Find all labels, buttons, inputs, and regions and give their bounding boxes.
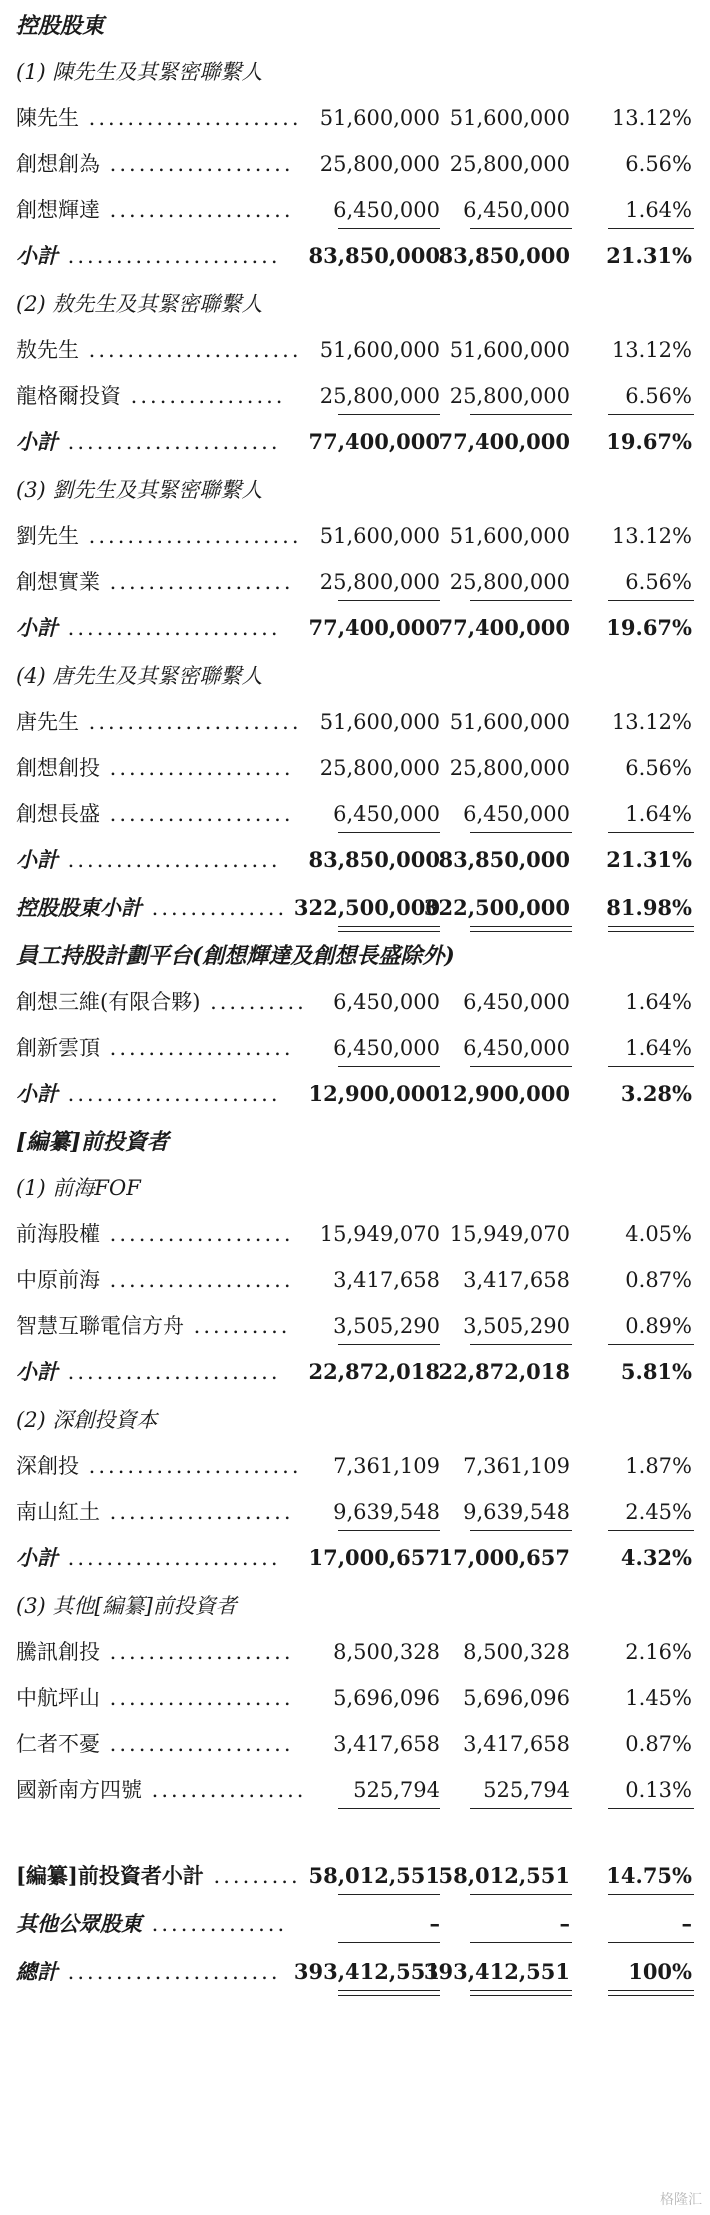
shares-cell: 6,450,000	[463, 990, 570, 1014]
row-label-text: 創想創投	[16, 756, 100, 780]
single-rule	[608, 832, 694, 833]
row-label	[16, 242, 306, 270]
single-rule	[608, 600, 694, 601]
percentage-cell: 21.31%	[606, 243, 692, 268]
single-rule	[338, 1066, 440, 1067]
shares-cell: 6,450,000	[333, 198, 440, 222]
shares-cell: 25,800,000	[449, 152, 570, 176]
double-rule	[470, 1990, 572, 1996]
single-rule	[470, 832, 572, 833]
table-row	[0, 1676, 710, 1720]
row-label	[16, 1174, 306, 1202]
row-label	[16, 1220, 306, 1248]
percentage-cell: 0.87%	[625, 1268, 692, 1292]
leader-dots: ...................	[100, 1268, 294, 1292]
group-heading	[0, 282, 710, 326]
row-label	[16, 754, 306, 782]
leader-dots: ......................	[58, 1960, 281, 1984]
single-rule	[608, 1808, 694, 1809]
row-label-text: 國新南方四號	[16, 1778, 142, 1802]
group-heading	[0, 1584, 710, 1628]
single-rule	[338, 1894, 440, 1895]
row-label-text: 小計	[16, 615, 58, 640]
table-row	[0, 188, 710, 232]
shares-cell: 83,850,000	[308, 243, 440, 268]
percentage-cell: 6.56%	[625, 384, 692, 408]
shares-cell: 51,600,000	[449, 106, 570, 130]
shares-cell: 6,450,000	[333, 990, 440, 1014]
row-label-text: (4) 唐先生及其緊密聯繫人	[16, 664, 263, 688]
single-rule	[338, 228, 440, 229]
percentage-cell: 21.31%	[606, 847, 692, 872]
row-label	[16, 1358, 306, 1386]
single-rule	[338, 414, 440, 415]
row-label	[16, 150, 306, 178]
shares-cell: 77,400,000	[438, 429, 570, 454]
row-label-text: 小計	[16, 847, 58, 872]
leader-dots: ..........	[200, 990, 307, 1014]
leader-dots: ......................	[58, 616, 281, 640]
shares-cell: 25,800,000	[319, 384, 440, 408]
single-rule	[470, 1942, 572, 1943]
subtotal-row	[0, 1902, 710, 1946]
table-row	[0, 514, 710, 558]
row-label-text: 創想輝達	[16, 198, 100, 222]
watermark: 格隆汇	[660, 2192, 702, 2208]
row-label-text: 智慧互聯電信方舟	[16, 1314, 184, 1338]
shares-cell: 51,600,000	[449, 338, 570, 362]
row-label-text: 劉先生	[16, 524, 79, 548]
row-label	[16, 1080, 306, 1108]
row-label-text: 小計	[16, 1359, 58, 1384]
shares-cell: 17,000,657	[438, 1545, 570, 1570]
percentage-cell: 1.87%	[625, 1454, 692, 1478]
leader-dots: ......................	[58, 1082, 281, 1106]
shares-cell: 6,450,000	[333, 802, 440, 826]
row-label	[16, 1312, 306, 1340]
row-label-text: 深創投	[16, 1454, 79, 1478]
shares-cell: 12,900,000	[308, 1081, 440, 1106]
leader-dots: ......................	[58, 848, 281, 872]
leader-dots: ...................	[100, 1640, 294, 1664]
shares-cell: 51,600,000	[449, 524, 570, 548]
percentage-cell: 0.87%	[625, 1732, 692, 1756]
percentage-cell: 6.56%	[625, 152, 692, 176]
leader-dots: ...................	[100, 1686, 294, 1710]
row-label-text: 其他公眾股東	[16, 1911, 142, 1936]
shares-cell: 12,900,000	[438, 1081, 570, 1106]
double-rule	[608, 926, 694, 932]
shares-cell: 25,800,000	[319, 756, 440, 780]
leader-dots: ......................	[58, 244, 281, 268]
shares-cell: 393,412,551	[423, 1959, 570, 1984]
single-rule	[338, 1344, 440, 1345]
leader-dots: ..............	[142, 1912, 288, 1936]
percentage-cell: 19.67%	[606, 429, 692, 454]
leader-dots: ......................	[58, 430, 281, 454]
percentage-cell: 100%	[628, 1959, 692, 1984]
shares-cell: 3,505,290	[463, 1314, 570, 1338]
shares-cell: 83,850,000	[438, 847, 570, 872]
percentage-cell: 1.64%	[625, 990, 692, 1014]
row-label	[16, 662, 306, 690]
shares-cell: 51,600,000	[449, 710, 570, 734]
table-row	[0, 1630, 710, 1674]
table-row	[0, 792, 710, 836]
row-label	[16, 568, 306, 596]
row-label-text: 敖先生	[16, 338, 79, 362]
percentage-cell: 13.12%	[611, 524, 692, 548]
shares-cell: 25,800,000	[319, 152, 440, 176]
shares-cell: 7,361,109	[333, 1454, 440, 1478]
percentage-cell: 2.16%	[625, 1640, 692, 1664]
leader-dots: ......................	[79, 710, 302, 734]
row-label-text: 騰訊創投	[16, 1640, 100, 1664]
row-label	[16, 894, 306, 922]
percentage-cell: 81.98%	[606, 895, 692, 920]
table-row	[0, 1258, 710, 1302]
shares-cell: 83,850,000	[308, 847, 440, 872]
leader-dots: ...................	[100, 570, 294, 594]
row-label-text: [編纂]前投資者小計	[16, 1863, 204, 1888]
table-row	[0, 328, 710, 372]
shares-cell: 25,800,000	[319, 570, 440, 594]
single-rule	[470, 600, 572, 601]
shares-cell: 3,417,658	[333, 1268, 440, 1292]
single-rule	[470, 1066, 572, 1067]
leader-dots: ...................	[100, 756, 294, 780]
shares-cell: 58,012,551	[438, 1863, 570, 1888]
leader-dots: ......................	[79, 1454, 302, 1478]
table-row	[0, 746, 710, 790]
double-rule	[338, 1990, 440, 1996]
row-label	[16, 1684, 306, 1712]
shares-cell: 22,872,018	[438, 1359, 570, 1384]
shares-cell: –	[559, 1911, 570, 1936]
single-rule	[470, 1530, 572, 1531]
row-label-text: 小計	[16, 429, 58, 454]
leader-dots: ......................	[79, 338, 302, 362]
shares-cell: 5,696,096	[463, 1686, 570, 1710]
subtotal-row	[0, 1350, 710, 1394]
row-label-text: (3) 劉先生及其緊密聯繫人	[16, 478, 263, 502]
leader-dots: ...................	[100, 1222, 294, 1246]
percentage-cell: 0.13%	[625, 1778, 692, 1802]
row-label	[16, 104, 306, 132]
shares-cell: 51,600,000	[319, 710, 440, 734]
row-label-text: 小計	[16, 1545, 58, 1570]
row-label	[16, 1128, 306, 1156]
single-rule	[470, 1344, 572, 1345]
shares-cell: 58,012,551	[308, 1863, 440, 1888]
row-label	[16, 988, 306, 1016]
shares-cell: 525,794	[483, 1778, 570, 1802]
row-label	[16, 1910, 306, 1938]
subtotal-row	[0, 234, 710, 278]
table-row	[0, 1490, 710, 1534]
shares-cell: 3,417,658	[463, 1268, 570, 1292]
row-label	[16, 1730, 306, 1758]
shares-cell: 6,450,000	[333, 1036, 440, 1060]
shares-cell: 8,500,328	[463, 1640, 570, 1664]
row-label-text: 小計	[16, 243, 58, 268]
row-label-text: 員工持股計劃平台(創想輝達及創想長盛除外)	[16, 943, 455, 969]
table-row	[0, 560, 710, 604]
single-rule	[608, 1344, 694, 1345]
row-label	[16, 522, 306, 550]
shares-cell: 25,800,000	[449, 570, 570, 594]
leader-dots: ...................	[100, 198, 294, 222]
single-rule	[608, 1894, 694, 1895]
percentage-cell: 13.12%	[611, 710, 692, 734]
leader-dots: ..............	[142, 896, 288, 920]
single-rule	[338, 832, 440, 833]
shares-cell: 77,400,000	[308, 615, 440, 640]
leader-dots: ......................	[79, 524, 302, 548]
row-label	[16, 1958, 306, 1986]
single-rule	[608, 1942, 694, 1943]
table-row	[0, 1722, 710, 1766]
single-rule	[470, 414, 572, 415]
percentage-cell: 4.32%	[620, 1545, 692, 1570]
shares-cell: 9,639,548	[463, 1500, 570, 1524]
leader-dots: ...................	[100, 152, 294, 176]
single-rule	[338, 1530, 440, 1531]
table-row	[0, 1212, 710, 1256]
row-label-text: 唐先生	[16, 710, 79, 734]
row-label-text: 總計	[16, 1959, 58, 1984]
single-rule	[338, 600, 440, 601]
row-label	[16, 1452, 306, 1480]
table-row	[0, 700, 710, 744]
row-label	[16, 846, 306, 874]
row-label-text: 創想長盛	[16, 802, 100, 826]
row-label	[16, 382, 306, 410]
shares-cell: 5,696,096	[333, 1686, 440, 1710]
percentage-cell: 6.56%	[625, 570, 692, 594]
shares-cell: 22,872,018	[308, 1359, 440, 1384]
leader-dots: ...................	[100, 802, 294, 826]
shares-cell: 25,800,000	[449, 756, 570, 780]
row-label-text: (3) 其他[編纂]前投資者	[16, 1594, 237, 1618]
percentage-cell: –	[681, 1911, 692, 1936]
shares-cell: 3,417,658	[463, 1732, 570, 1756]
percentage-cell: 6.56%	[625, 756, 692, 780]
group-heading	[0, 654, 710, 698]
single-rule	[608, 1530, 694, 1531]
table-row	[0, 1444, 710, 1488]
row-label	[16, 1638, 306, 1666]
single-rule	[608, 228, 694, 229]
shares-cell: 525,794	[353, 1778, 440, 1802]
row-label	[16, 1592, 306, 1620]
group-heading	[0, 1166, 710, 1210]
single-rule	[470, 228, 572, 229]
percentage-cell: 2.45%	[625, 1500, 692, 1524]
table-row	[0, 374, 710, 418]
shares-cell: 25,800,000	[449, 384, 570, 408]
percentage-cell: 1.64%	[625, 802, 692, 826]
shares-cell: –	[429, 1911, 440, 1936]
percentage-cell: 19.67%	[606, 615, 692, 640]
row-label	[16, 12, 306, 40]
percentage-cell: 13.12%	[611, 338, 692, 362]
shares-cell: 322,500,000	[293, 895, 440, 920]
double-rule	[608, 1990, 694, 1996]
single-rule	[338, 1942, 440, 1943]
row-label-text: 仁者不憂	[16, 1732, 100, 1756]
shares-cell: 6,450,000	[463, 1036, 570, 1060]
shares-cell: 9,639,548	[333, 1500, 440, 1524]
single-rule	[470, 1808, 572, 1809]
row-label	[16, 476, 306, 504]
shares-cell: 51,600,000	[319, 338, 440, 362]
table-row	[0, 96, 710, 140]
row-label-text: [編纂]前投資者	[16, 1129, 169, 1155]
row-label	[16, 1406, 306, 1434]
single-rule	[338, 1808, 440, 1809]
shares-cell: 77,400,000	[438, 615, 570, 640]
table-row	[0, 1304, 710, 1348]
shares-cell: 15,949,070	[449, 1222, 570, 1246]
shares-cell: 77,400,000	[308, 429, 440, 454]
row-label-text: 創想實業	[16, 570, 100, 594]
table-row	[0, 142, 710, 186]
leader-dots: ......................	[58, 1360, 281, 1384]
row-label	[16, 942, 455, 970]
row-label-text: 控股股東小計	[16, 895, 142, 920]
shares-cell: 6,450,000	[463, 802, 570, 826]
group-heading	[0, 50, 710, 94]
shares-cell: 15,949,070	[319, 1222, 440, 1246]
table-row	[0, 1768, 710, 1812]
percentage-cell: 1.64%	[625, 198, 692, 222]
row-label	[16, 196, 306, 224]
percentage-cell: 3.28%	[620, 1081, 692, 1106]
shares-cell: 83,850,000	[438, 243, 570, 268]
single-rule	[470, 1894, 572, 1895]
row-label	[16, 1544, 306, 1572]
row-label-text: 南山紅土	[16, 1500, 100, 1524]
single-rule	[608, 414, 694, 415]
shares-cell: 6,450,000	[463, 198, 570, 222]
row-label	[16, 800, 306, 828]
shares-cell: 3,417,658	[333, 1732, 440, 1756]
shares-cell: 8,500,328	[333, 1640, 440, 1664]
row-label-text: (2) 深創投資本	[16, 1408, 158, 1432]
percentage-cell: 4.05%	[625, 1222, 692, 1246]
row-label	[16, 1034, 306, 1062]
single-rule	[608, 1066, 694, 1067]
row-label	[16, 58, 306, 86]
row-label-text: 中原前海	[16, 1268, 100, 1292]
subtotal-row	[0, 838, 710, 882]
leader-dots: ......................	[58, 1546, 281, 1570]
row-label	[16, 1266, 306, 1294]
leader-dots: ................	[121, 384, 286, 408]
shares-cell: 17,000,657	[308, 1545, 440, 1570]
shares-cell: 51,600,000	[319, 524, 440, 548]
row-label	[16, 1776, 306, 1804]
shares-cell: 51,600,000	[319, 106, 440, 130]
double-rule	[338, 926, 440, 932]
group-heading	[0, 1398, 710, 1442]
row-label-text: 創新雲頂	[16, 1036, 100, 1060]
subtotal-row	[0, 886, 710, 930]
row-label	[16, 1862, 306, 1890]
row-label	[16, 428, 306, 456]
row-label-text: 創想創為	[16, 152, 100, 176]
shares-cell: 393,412,551	[293, 1959, 440, 1984]
section-heading	[0, 934, 710, 978]
row-label-text: (1) 前海FOF	[16, 1176, 141, 1200]
shares-cell: 7,361,109	[463, 1454, 570, 1478]
row-label-text: 陳先生	[16, 106, 79, 130]
percentage-cell: 1.64%	[625, 1036, 692, 1060]
leader-dots: ...................	[100, 1036, 294, 1060]
leader-dots: .........	[203, 1864, 301, 1888]
table-row	[0, 980, 710, 1024]
percentage-cell: 5.81%	[620, 1359, 692, 1384]
percentage-cell: 1.45%	[625, 1686, 692, 1710]
subtotal-row	[0, 606, 710, 650]
shares-cell: 3,505,290	[333, 1314, 440, 1338]
group-heading	[0, 468, 710, 512]
subtotal-row	[0, 420, 710, 464]
row-label-text: (2) 敖先生及其緊密聯繫人	[16, 292, 263, 316]
leader-dots: ......................	[79, 106, 302, 130]
leader-dots: ..........	[184, 1314, 291, 1338]
row-label-text: 小計	[16, 1081, 58, 1106]
percentage-cell: 13.12%	[611, 106, 692, 130]
subtotal-row	[0, 1950, 710, 1994]
row-label	[16, 1498, 306, 1526]
row-label-text: 龍格爾投資	[16, 384, 121, 408]
leader-dots: ................	[142, 1778, 307, 1802]
double-rule	[470, 926, 572, 932]
section-heading	[0, 4, 710, 48]
leader-dots: ...................	[100, 1500, 294, 1524]
section-heading	[0, 1120, 710, 1164]
leader-dots: ...................	[100, 1732, 294, 1756]
row-label-text: 中航坪山	[16, 1686, 100, 1710]
row-label	[16, 614, 306, 642]
percentage-cell: 0.89%	[625, 1314, 692, 1338]
row-label-text: 控股股東	[16, 13, 105, 39]
percentage-cell: 14.75%	[606, 1863, 692, 1888]
subtotal-row	[0, 1536, 710, 1580]
row-label-text: (1) 陳先生及其緊密聯繫人	[16, 60, 263, 84]
subtotal-row	[0, 1854, 710, 1898]
shares-cell: 322,500,000	[423, 895, 570, 920]
row-label	[16, 336, 306, 364]
row-label	[16, 708, 306, 736]
row-label-text: 前海股權	[16, 1222, 100, 1246]
table-row	[0, 1026, 710, 1070]
row-label	[16, 290, 306, 318]
row-label-text: 創想三維(有限合夥)	[16, 990, 201, 1014]
subtotal-row	[0, 1072, 710, 1116]
